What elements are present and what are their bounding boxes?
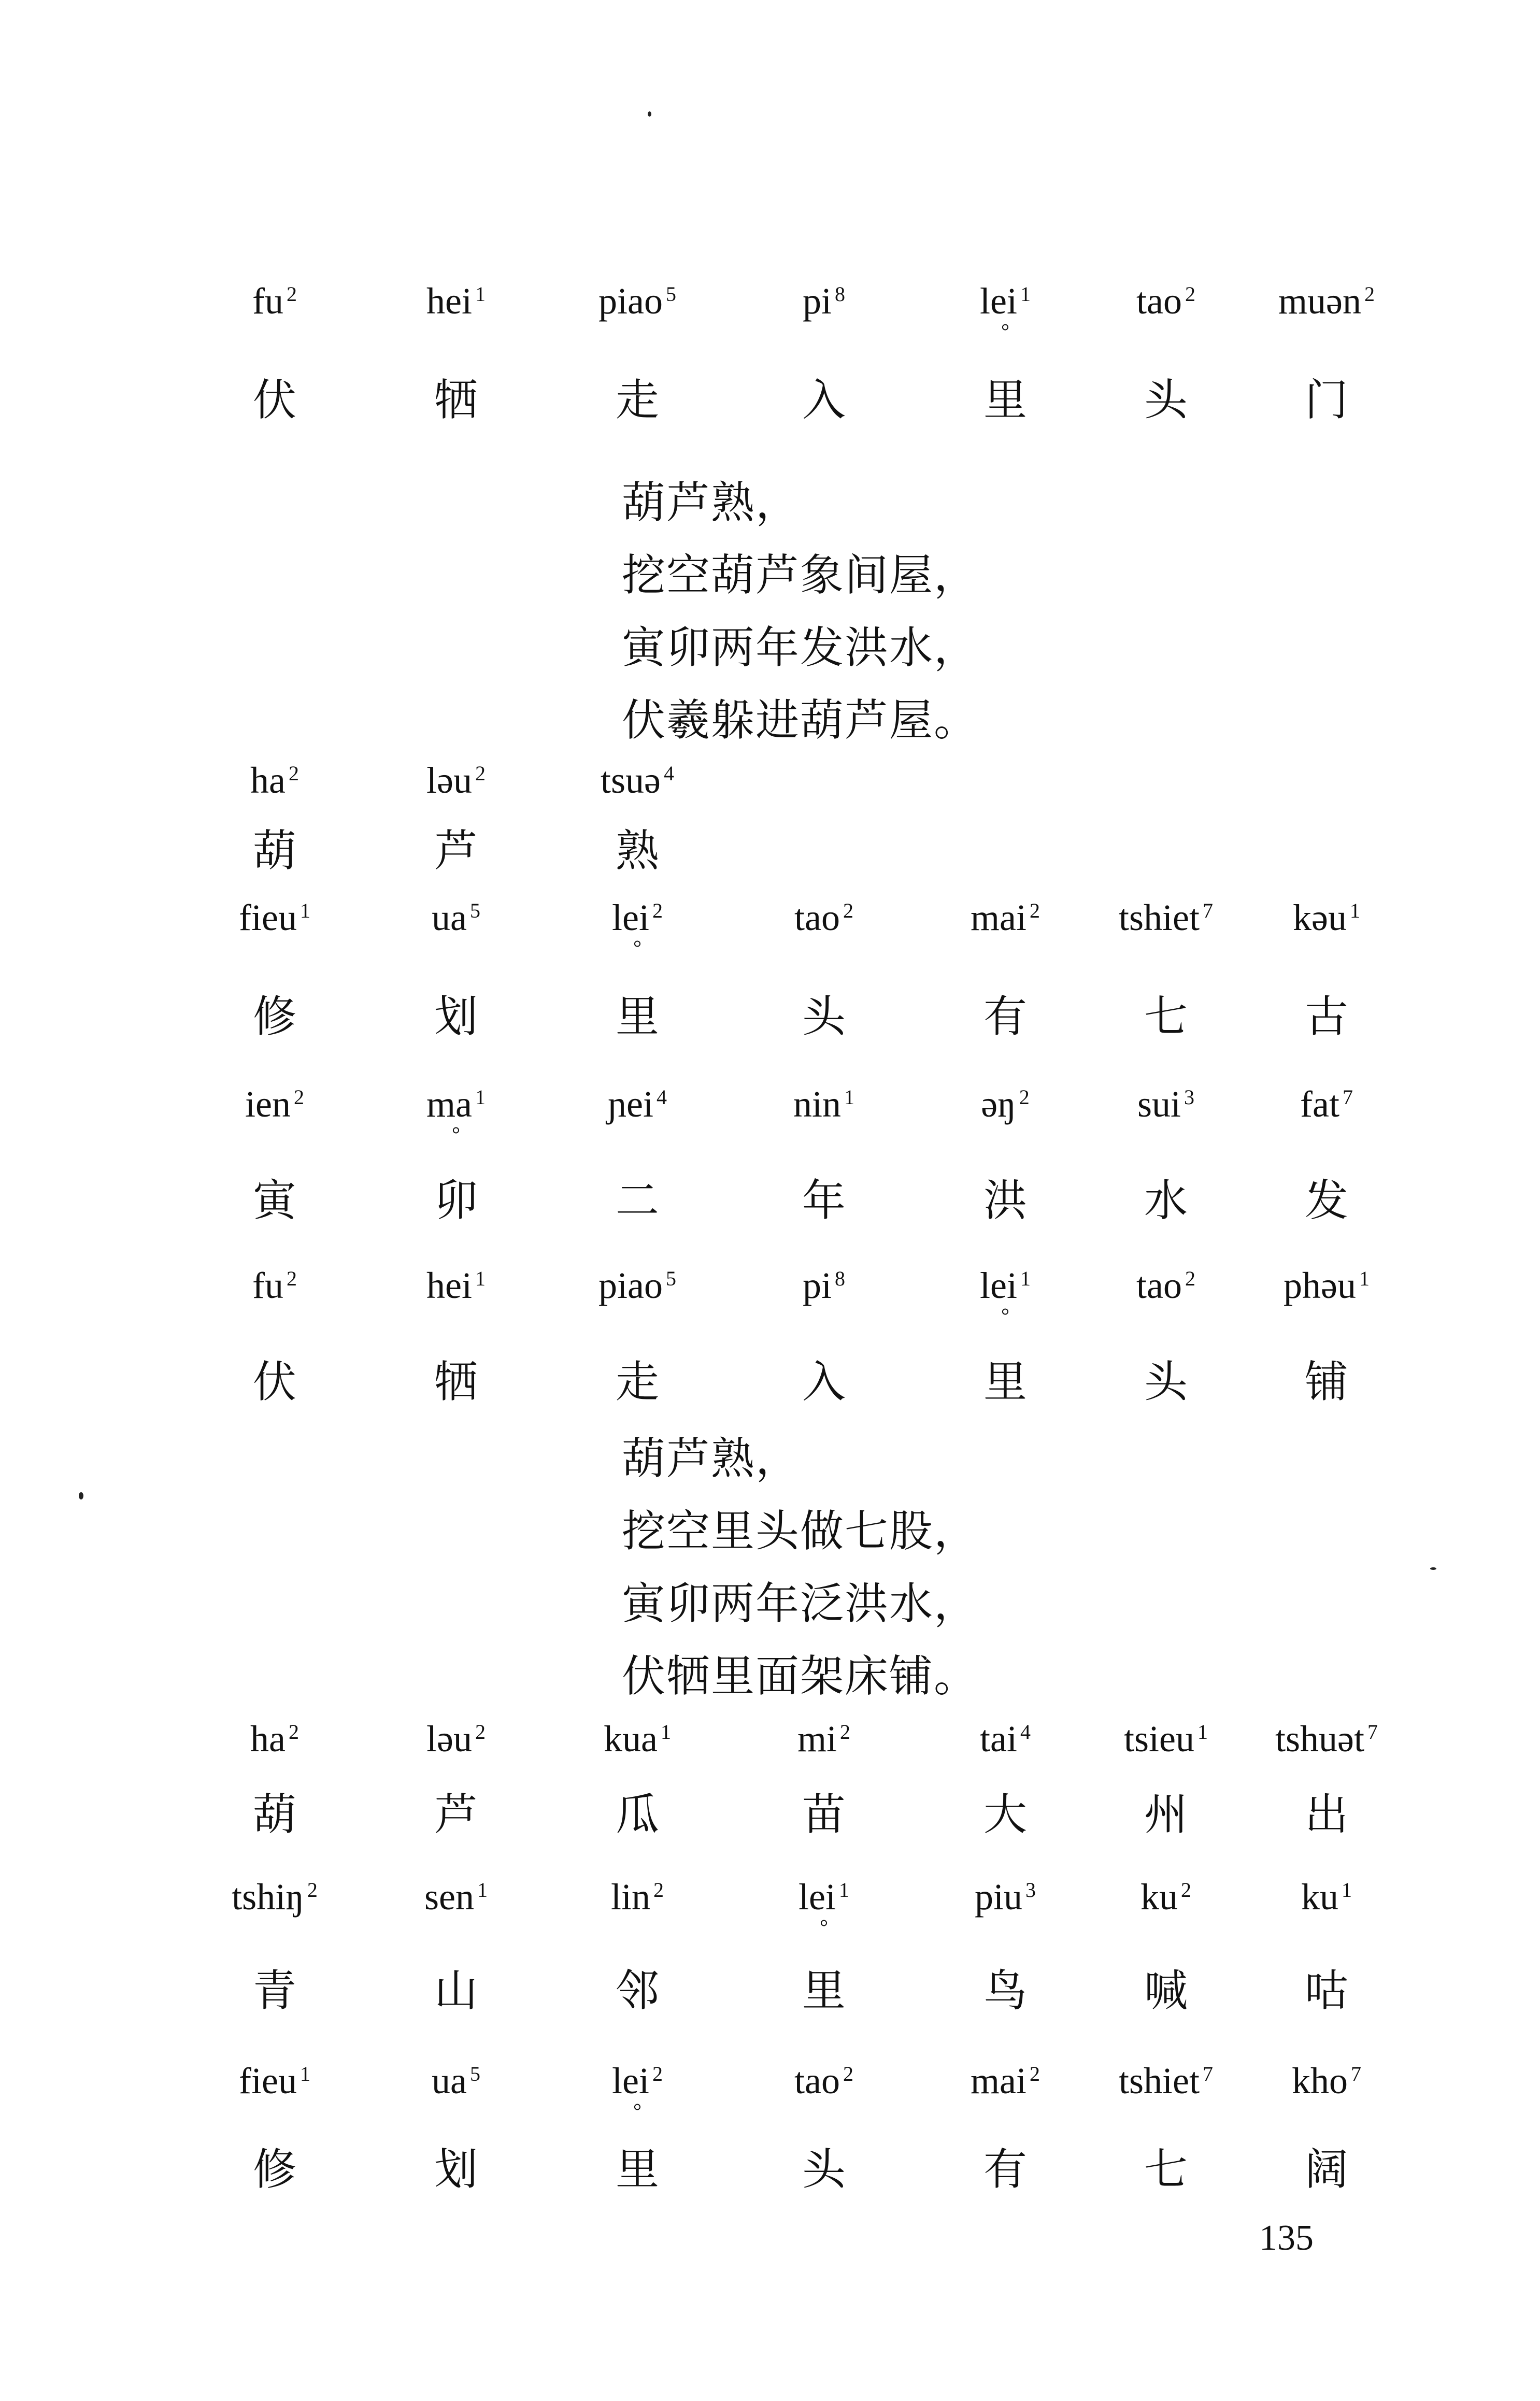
syllable-text: tshuət (1275, 1718, 1364, 1760)
romanized-syllable (187, 762, 363, 799)
syllable-text: tao (1136, 1265, 1182, 1306)
circle-mark-icon: ° (1001, 1304, 1009, 1327)
romanized-syllable (917, 1267, 1093, 1326)
syllable-text: lei (980, 280, 1017, 322)
hanzi-gloss: 里 (983, 1356, 1027, 1407)
tone-number: 2 (286, 282, 297, 306)
tone-number: 2 (1364, 282, 1375, 306)
tone-number: 1 (660, 1720, 671, 1743)
tone-number: 1 (1349, 899, 1360, 922)
hanzi-gloss: 发 (1304, 1175, 1348, 1226)
hanzi-gloss: 邻 (615, 1965, 659, 2016)
hanzi-gloss: 头 (802, 2144, 846, 2195)
syllable-text: lei (798, 1876, 836, 1918)
romanized-syllable (549, 2062, 725, 2121)
tone-number: 2 (1029, 899, 1040, 922)
hanzi-gloss: 葫 (252, 825, 296, 876)
tone-number: 2 (1019, 1085, 1030, 1109)
romanized-syllable (1078, 899, 1254, 936)
tone-number: 1 (1342, 1878, 1352, 1902)
hanzi-gloss: 划 (434, 991, 478, 1042)
syllable-text: kho (1292, 2060, 1348, 2102)
tone-number: 2 (1185, 1267, 1195, 1290)
print-speck (1430, 1567, 1436, 1570)
tone-number: 2 (1181, 1878, 1191, 1902)
romanized-syllable (368, 282, 544, 320)
romanized-syllable (187, 1085, 363, 1123)
hanzi-gloss: 古 (1304, 991, 1348, 1042)
syllable-text: tshiŋ (232, 1876, 304, 1918)
syllable-text: tsuə (601, 760, 661, 801)
tone-number: 8 (835, 1267, 845, 1290)
syllable-text: piao (598, 1265, 663, 1306)
tone-number: 2 (652, 2062, 663, 2085)
romanized-syllable (917, 1085, 1093, 1123)
romanized-syllable (187, 899, 363, 936)
romanized-syllable (368, 2060, 544, 2102)
hanzi-gloss: 七 (1144, 991, 1188, 1042)
romanized-syllable (368, 1718, 544, 1760)
hanzi-gloss: 头 (802, 991, 846, 1042)
tone-number: 2 (653, 1878, 664, 1902)
romanized-syllable (1238, 1085, 1415, 1123)
hanzi-gloss: 入 (802, 375, 846, 425)
syllable-text: muən (1278, 280, 1361, 322)
hanzi-gloss: 走 (615, 375, 659, 425)
tone-number: 1 (1020, 1267, 1031, 1290)
syllable-text: sen (424, 1876, 474, 1918)
tone-number: 1 (1020, 282, 1031, 306)
tone-number: 2 (288, 762, 299, 785)
tone-number: 1 (838, 1878, 849, 1902)
syllable-text: ua (432, 897, 467, 938)
romanized-syllable (549, 762, 725, 799)
syllable-text: tsieu (1124, 1718, 1194, 1760)
hanzi-gloss: 二 (615, 1175, 659, 1226)
romanized-syllable (549, 1085, 725, 1123)
romanized-syllable (1238, 899, 1415, 936)
syllable-text: nin (793, 1083, 841, 1125)
tone-number: 2 (286, 1267, 297, 1290)
romanized-syllable (1238, 1878, 1415, 1916)
romanized-syllable (549, 1718, 725, 1760)
romanized-syllable (187, 282, 363, 320)
syllable-text: ua (432, 2060, 467, 2102)
hanzi-gloss: 青 (252, 1965, 296, 2016)
romanized-syllable (1078, 1267, 1254, 1304)
syllable-text: tao (794, 897, 840, 938)
verse-line: 伏羲躲进葫芦屋。 (622, 695, 979, 746)
romanized-syllable (1238, 1267, 1415, 1304)
romanized-syllable (549, 899, 725, 958)
tone-number: 2 (1029, 2062, 1040, 2085)
romanized-syllable (736, 1085, 912, 1123)
hanzi-gloss: 喊 (1144, 1965, 1188, 2016)
hanzi-gloss: 水 (1144, 1175, 1188, 1226)
syllable-text: pi (802, 280, 832, 322)
hanzi-gloss: 牺 (434, 1356, 478, 1407)
syllable-text: hei (426, 1265, 472, 1306)
syllable-text: fieu (239, 897, 297, 938)
syllable-text: mai (971, 897, 1026, 938)
tone-number: 1 (477, 1878, 488, 1902)
tone-number: 1 (300, 899, 310, 922)
syllable-text: sui (1137, 1083, 1181, 1125)
hanzi-gloss: 铺 (1304, 1356, 1348, 1407)
romanized-syllable (368, 899, 544, 936)
verse-line: 伏牺里面架床铺。 (622, 1651, 979, 1702)
syllable-text: kua (604, 1718, 658, 1760)
syllable-text: ɲei (608, 1083, 653, 1125)
tone-number: 7 (1367, 1720, 1378, 1743)
circle-mark-icon: ° (820, 1915, 828, 1938)
tone-number: 3 (1184, 1085, 1195, 1109)
syllable-text: lei (612, 2060, 649, 2102)
romanized-syllable (1078, 282, 1254, 320)
hanzi-gloss: 寅 (252, 1175, 296, 1226)
syllable-text: tshiet (1119, 897, 1200, 938)
romanized-syllable (549, 1267, 725, 1304)
verse-line: 挖空葫芦象间屋， (622, 550, 979, 601)
hanzi-gloss: 年 (802, 1175, 846, 1226)
romanized-syllable (917, 1718, 1093, 1760)
tone-number: 1 (475, 1085, 486, 1109)
romanized-syllable (1238, 1718, 1415, 1760)
hanzi-gloss: 门 (1304, 375, 1348, 425)
tone-number: 5 (469, 2062, 480, 2085)
syllable-text: lin (610, 1876, 650, 1918)
tone-number: 5 (665, 282, 676, 306)
hanzi-gloss: 葫 (252, 1789, 296, 1840)
hanzi-gloss: 咕 (1304, 1965, 1348, 2016)
romanized-syllable (1238, 282, 1415, 320)
romanized-syllable (1078, 1085, 1254, 1123)
romanized-syllable (187, 2060, 363, 2102)
tone-number: 7 (1203, 899, 1213, 922)
hanzi-gloss: 划 (434, 2144, 478, 2195)
circle-mark-icon: ° (633, 2099, 641, 2122)
hanzi-gloss: 头 (1144, 375, 1188, 425)
syllable-text: tshiet (1119, 2060, 1200, 2102)
tone-number: 5 (665, 1267, 676, 1290)
circle-mark-icon: ° (633, 936, 641, 959)
hanzi-gloss: 有 (983, 2144, 1027, 2195)
hanzi-gloss: 伏 (252, 1356, 296, 1407)
tone-number: 2 (307, 1878, 318, 1902)
romanized-syllable (368, 762, 544, 799)
print-speck (648, 111, 651, 117)
romanized-syllable (368, 1878, 544, 1916)
syllable-text: lei (980, 1265, 1017, 1306)
tone-number: 1 (1197, 1720, 1208, 1743)
hanzi-gloss: 里 (615, 991, 659, 1042)
romanized-syllable (1238, 2060, 1415, 2102)
hanzi-gloss: 头 (1144, 1356, 1188, 1407)
syllable-text: tai (980, 1718, 1017, 1760)
tone-number: 8 (835, 282, 845, 306)
tone-number: 3 (1025, 1878, 1036, 1902)
tone-number: 7 (1342, 1085, 1353, 1109)
syllable-text: piao (598, 280, 663, 322)
hanzi-gloss: 七 (1144, 2144, 1188, 2195)
hanzi-gloss: 里 (983, 375, 1027, 425)
romanized-syllable (917, 1878, 1093, 1916)
syllable-text: ku (1140, 1876, 1178, 1918)
tone-number: 2 (293, 1085, 304, 1109)
romanized-syllable (736, 282, 912, 320)
romanized-syllable (368, 1085, 544, 1145)
hanzi-gloss: 熟 (615, 825, 659, 876)
romanized-syllable (917, 2060, 1093, 2102)
syllable-text: fu (252, 1265, 283, 1306)
hanzi-gloss: 入 (802, 1356, 846, 1407)
hanzi-gloss: 牺 (434, 375, 478, 425)
syllable-text: fat (1300, 1083, 1339, 1125)
tone-number: 1 (1359, 1267, 1370, 1290)
circle-mark-icon: ° (1001, 319, 1009, 342)
romanized-syllable (549, 282, 725, 320)
hanzi-gloss: 州 (1144, 1789, 1188, 1840)
hanzi-gloss: 大 (983, 1789, 1027, 1840)
syllable-text: kəu (1293, 897, 1347, 938)
tone-number: 7 (1351, 2062, 1361, 2085)
romanized-syllable (917, 282, 1093, 341)
hanzi-gloss: 里 (802, 1965, 846, 2016)
tone-number: 1 (475, 1267, 486, 1290)
hanzi-gloss: 洪 (983, 1175, 1027, 1226)
tone-number: 2 (475, 762, 486, 785)
hanzi-gloss: 走 (615, 1356, 659, 1407)
romanized-syllable (736, 899, 912, 936)
romanized-syllable (736, 2060, 912, 2102)
hanzi-gloss: 芦 (434, 1789, 478, 1840)
syllable-text: phəu (1284, 1265, 1356, 1306)
circle-mark-icon: ° (452, 1122, 460, 1146)
syllable-text: ien (245, 1083, 291, 1125)
tone-number: 4 (656, 1085, 667, 1109)
romanized-syllable (736, 1718, 912, 1760)
print-speck (79, 1492, 83, 1499)
romanized-syllable (187, 1718, 363, 1760)
syllable-text: lei (612, 897, 649, 938)
hanzi-gloss: 里 (615, 2144, 659, 2195)
hanzi-gloss: 修 (252, 991, 296, 1042)
hanzi-gloss: 修 (252, 2144, 296, 2195)
syllable-text: ləu (426, 760, 472, 801)
hanzi-gloss: 芦 (434, 825, 478, 876)
tone-number: 4 (663, 762, 674, 785)
syllable-text: fieu (239, 2060, 297, 2102)
hanzi-gloss: 鸟 (983, 1965, 1027, 2016)
tone-number: 7 (1203, 2062, 1213, 2085)
tone-number: 2 (1185, 282, 1195, 306)
hanzi-gloss: 出 (1304, 1789, 1348, 1840)
hanzi-gloss: 阔 (1304, 2144, 1348, 2195)
syllable-text: piu (974, 1876, 1022, 1918)
verse-stanza (622, 1422, 978, 1712)
hanzi-gloss: 有 (983, 991, 1027, 1042)
romanized-syllable (736, 1267, 912, 1304)
romanized-syllable (736, 1878, 912, 1937)
syllable-text: ku (1301, 1876, 1338, 1918)
syllable-text: əŋ (981, 1083, 1016, 1125)
verse-line: 寅卯两年发洪水， (622, 622, 979, 673)
tone-number: 2 (840, 1720, 850, 1743)
tone-number: 1 (475, 282, 486, 306)
tone-number: 1 (300, 2062, 310, 2085)
romanized-syllable (1078, 2060, 1254, 2102)
syllable-text: tao (1136, 280, 1182, 322)
syllable-text: ha (250, 1718, 286, 1760)
hanzi-gloss: 瓜 (615, 1789, 659, 1840)
hanzi-gloss: 卯 (434, 1175, 478, 1226)
syllable-text: tao (794, 2060, 840, 2102)
romanized-syllable (187, 1878, 363, 1916)
romanized-syllable (1078, 1878, 1254, 1916)
syllable-text: pi (802, 1265, 832, 1306)
tone-number: 1 (844, 1085, 854, 1109)
page-number: 135 (1259, 2218, 1314, 2258)
syllable-text: ləu (426, 1718, 472, 1760)
syllable-text: mi (797, 1718, 837, 1760)
syllable-text: ha (250, 760, 286, 801)
tone-number: 2 (475, 1720, 486, 1743)
tone-number: 4 (1020, 1720, 1031, 1743)
tone-number: 2 (843, 899, 853, 922)
tone-number: 2 (652, 899, 663, 922)
tone-number: 5 (469, 899, 480, 922)
tone-number: 2 (843, 2062, 853, 2085)
verse-stanza (622, 466, 978, 756)
romanized-syllable (187, 1267, 363, 1304)
verse-line: 葫芦熟， (622, 477, 801, 528)
hanzi-gloss: 山 (434, 1965, 478, 2016)
tone-number: 2 (288, 1720, 299, 1743)
hanzi-gloss: 苗 (802, 1789, 846, 1840)
romanized-syllable (917, 899, 1093, 936)
verse-line: 挖空里头做七股， (622, 1506, 979, 1556)
romanized-syllable (549, 1878, 725, 1916)
verse-line: 寅卯两年泛洪水， (622, 1578, 979, 1629)
verse-line: 葫芦熟， (622, 1433, 801, 1484)
hanzi-gloss: 伏 (252, 375, 296, 425)
syllable-text: ma (426, 1083, 472, 1125)
romanized-syllable (1078, 1718, 1254, 1760)
syllable-text: mai (971, 2060, 1026, 2102)
romanized-syllable (368, 1267, 544, 1304)
syllable-text: fu (252, 280, 283, 322)
syllable-text: hei (426, 280, 472, 322)
